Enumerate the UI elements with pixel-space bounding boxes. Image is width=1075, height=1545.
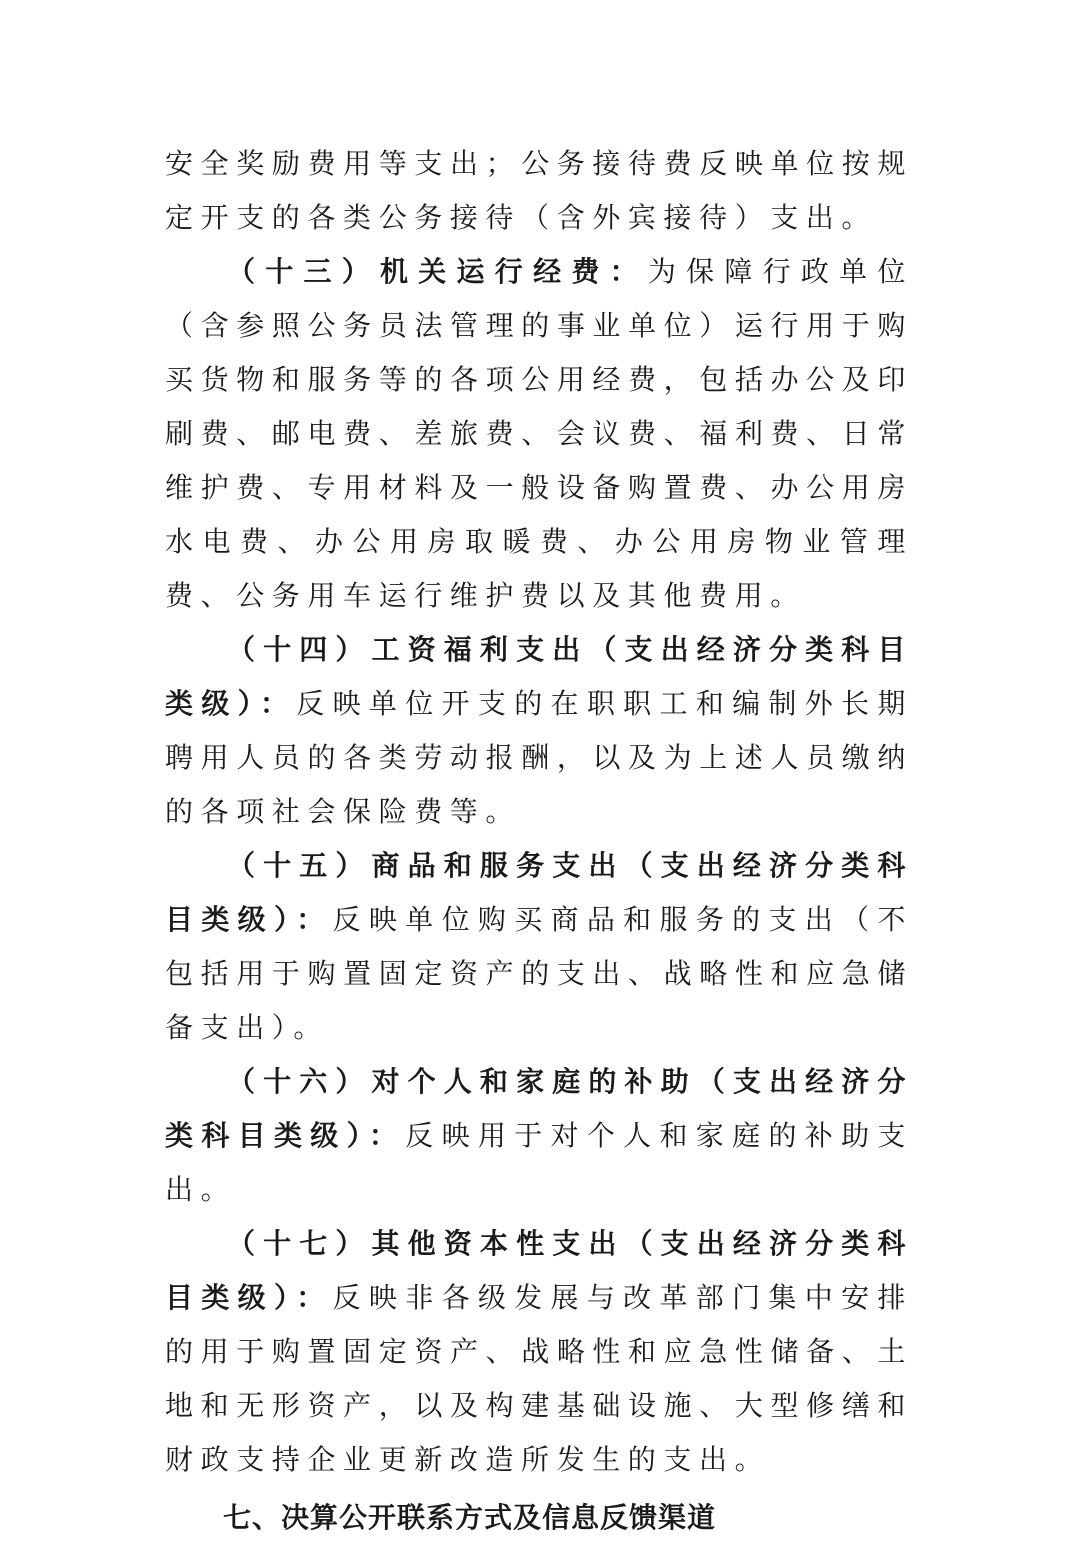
paragraph-continuation bbox=[165, 137, 913, 245]
item-heading: （十六）对个人和家庭的补助（支出经济分类科目类级）： bbox=[165, 1065, 913, 1152]
item-heading: （十三）机关运行经费： bbox=[227, 255, 648, 288]
paragraph-text: 为保障行政单位（含参照公务员法管理的事业单位）运行用于购买货物和服务等的各项公用经费，包括办公及印刷费、邮电费、差旅费、会议费、福利费、日常维护费、专用材料及一般设备购置费、办公用房水电费、办公用房取暖费、办公用房物业管理费、公务用车运行维护费以及其他费用。 bbox=[165, 255, 913, 612]
paragraph-text: 反映非各级发展与改革部门集中安排的用于购置固定资产、战略性和应急性储备、土地和无形资产，以及构建基础设施、大型修缮和财政支持企业更新改造所发生的支出。 bbox=[165, 1281, 913, 1476]
paragraph-text: 反映单位购买商品和服务的支出（不包括用于购置固定资产的支出、战略性和应急储备支出）。 bbox=[165, 903, 913, 1044]
paragraph-item-13 bbox=[165, 245, 913, 623]
item-heading: （十四）工资福利支出（支出经济分类科目类级）： bbox=[165, 633, 913, 720]
paragraph-item-16 bbox=[165, 1055, 913, 1217]
paragraph-item-15 bbox=[165, 839, 913, 1055]
document-body bbox=[165, 137, 913, 1545]
paragraph-text: 反映用于对个人和家庭的补助支出。 bbox=[165, 1119, 914, 1206]
paragraph-item-17 bbox=[165, 1217, 913, 1487]
item-heading: （十五）商品和服务支出（支出经济分类科目类级）： bbox=[165, 849, 913, 936]
paragraph-text: 反映单位开支的在职职工和编制外长期聘用人员的各类劳动报酬，以及为上述人员缴纳的各项社会保险费等。 bbox=[165, 687, 913, 828]
paragraph-item-14 bbox=[165, 623, 913, 839]
paragraph-text: 安全奖励费用等支出；公务接待费反映单位按规定开支的各类公务接待（含外宾接待）支出。 bbox=[165, 147, 913, 234]
section-heading: 七、决算公开联系方式及信息反馈渠道 bbox=[223, 1501, 717, 1534]
item-heading: （十七）其他资本性支出（支出经济分类科目类级）： bbox=[165, 1227, 913, 1314]
